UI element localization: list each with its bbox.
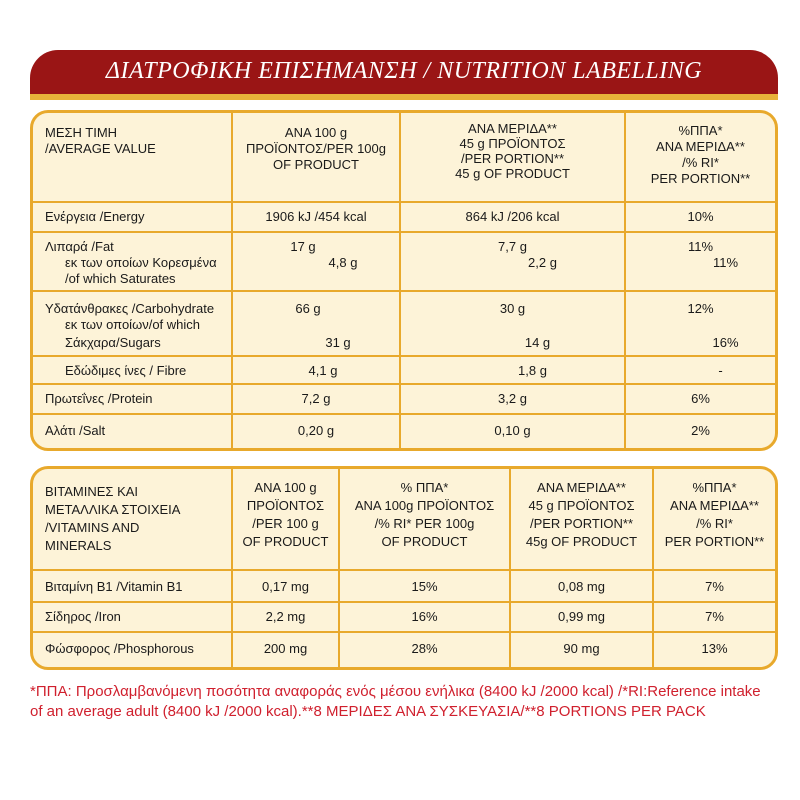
row-divider (33, 355, 775, 357)
vitamin-b1-portion: 0,08 mg (558, 579, 605, 594)
energy-label: Ενέργεια /Energy (45, 209, 145, 224)
saturates-portion: 2,2 g (528, 255, 557, 270)
saturates-per100: 4,8 g (328, 255, 358, 270)
header-per-portion: ΑΝΑ ΜΕΡΙΔΑ** 45 g ΠΡΟΪΟΝΤΟΣ /PER PORTION** 45g OF PRODUCT (525, 480, 638, 549)
row-divider (33, 290, 775, 292)
row-divider (33, 569, 775, 571)
header-per-portion: ΑΝΑ ΜΕΡΙΔΑ** 45 g ΠΡΟΪΟΝΤΟΣ /PER PORTION** 45 g OF PRODUCT (455, 121, 570, 181)
fat-per100: 17 g (290, 239, 316, 254)
header-per-100g: ΑΝΑ 100 g ΠΡΟΪΟΝΤΟΣ/PER 100g OF PRODUCT (245, 125, 386, 172)
fibre-ri: - (718, 363, 723, 378)
iron-label: Σίδηρος /Iron (45, 609, 121, 624)
vitamin-b1-ri100: 15% (411, 579, 438, 594)
row-divider (33, 631, 775, 633)
page-title: ΔΙΑΤΡΟΦΙΚΗ ΕΠΙΣΗΜΑΝΣΗ / NUTRITION LABELLING (105, 58, 703, 84)
carb-portion: 30 g (499, 301, 526, 316)
protein-ri: 6% (691, 391, 710, 406)
fibre-label: Εδώδιμες ίνες / Fibre (65, 363, 187, 378)
sugars-label-en: Σάκχαρα/Sugars (65, 335, 161, 350)
row-divider (33, 413, 775, 415)
fat-portion: 7,7 g (498, 239, 527, 254)
fat-label: Λιπαρά /Fat (45, 239, 114, 254)
carb-per100: 66 g (295, 301, 321, 316)
vitamin-b1-riportion: 7% (705, 579, 724, 594)
phosphorous-label: Φώσφορος /Phosphorous (45, 641, 194, 656)
protein-per100: 7,2 g (301, 391, 331, 406)
phosphorous-ri100: 28% (411, 641, 438, 656)
header-ri-portion: %ΠΠΑ* ΑΝΑ ΜΕΡΙΔΑ** /% RI* PER PORTION** (664, 480, 765, 549)
protein-portion: 3,2 g (498, 391, 527, 406)
protein-label: Πρωτεΐνες /Protein (45, 391, 153, 406)
phosphorous-riportion: 13% (701, 641, 728, 656)
saturates-label: εκ των οποίων Κορεσμένα (65, 255, 217, 270)
vitamin-b1-label: Βιταμίνη B1 /Vitamin B1 (45, 579, 183, 594)
phosphorous-portion: 90 mg (563, 641, 600, 656)
row-divider (33, 383, 775, 385)
salt-label: Αλάτι /Salt (45, 423, 106, 438)
row-divider (33, 601, 775, 603)
sugars-portion: 14 g (524, 335, 551, 350)
header-vitamins: ΒΙΤΑΜΙΝΕΣ ΚΑΙ ΜΕΤΑΛΛΙΚΑ ΣΤΟΙΧΕΙΑ /VITAMINS AND MINERALS (45, 484, 181, 553)
header-ri-portion: %ΠΠΑ* ΑΝΑ ΜΕΡΙΔΑ** /% RI* PER PORTION** (650, 123, 751, 186)
carb-label: Υδατάνθρακες /Carbohydrate (45, 301, 215, 316)
vitamin-b1-per100: 0,17 mg (262, 579, 309, 594)
header-per-100g: ΑΝΑ 100 g ΠΡΟΪΟΝΤΟΣ /PER 100 g OF PRODUCT (242, 480, 329, 549)
fibre-portion: 1,8 g (518, 363, 547, 378)
energy-portion: 864 kJ /206 kcal (465, 209, 560, 224)
carb-ri: 12% (687, 301, 714, 316)
fat-ri: 11% (687, 239, 714, 254)
salt-portion: 0,10 g (494, 423, 531, 438)
header-ri-100g: % ΠΠΑ* ΑΝΑ 100g ΠΡΟΪΟΝΤΟΣ /% RI* PER 100g OF PRODUCT (354, 480, 495, 549)
salt-ri: 2% (691, 423, 710, 438)
iron-ri100: 16% (411, 609, 438, 624)
iron-portion: 0,99 mg (558, 609, 605, 624)
energy-per100: 1906 kJ /454 kcal (265, 209, 367, 224)
saturates-label-en: /of which Saturates (65, 271, 176, 286)
nutrition-table (30, 110, 778, 451)
iron-riportion: 7% (705, 609, 724, 624)
salt-per100: 0,20 g (297, 423, 335, 438)
header-average-value: ΜΕΣΗ ΤΙΜΗ /AVERAGE VALUE (45, 125, 156, 156)
energy-ri: 10% (687, 209, 714, 224)
iron-per100: 2,2 mg (265, 609, 306, 624)
row-divider (33, 201, 775, 203)
sugars-per100: 31 g (325, 335, 351, 350)
phosphorous-per100: 200 mg (263, 641, 308, 656)
saturates-ri: 11% (712, 255, 739, 270)
title-banner (30, 50, 778, 100)
footnote: *ΠΠΑ: Προσλαμβανόμενη ποσότητα αναφοράς ενός μέσου ενήλικα (8400 kJ /2000 kcal) /*RI:Reference intake of an average adult (8400 kJ /2000 kcal).**8 ΜΕΡΙΔΕΣ ΑΝΑ ΣΥΣΚΕΥΑΣΙΑ/**8 PORTIONS PER PACK (30, 683, 761, 720)
sugars-ri: 16% (712, 335, 739, 350)
row-divider (33, 231, 775, 233)
fibre-per100: 4,1 g (308, 363, 338, 378)
sugars-label: εκ των οποίων/of which (65, 317, 201, 332)
vitamins-table (30, 466, 778, 670)
